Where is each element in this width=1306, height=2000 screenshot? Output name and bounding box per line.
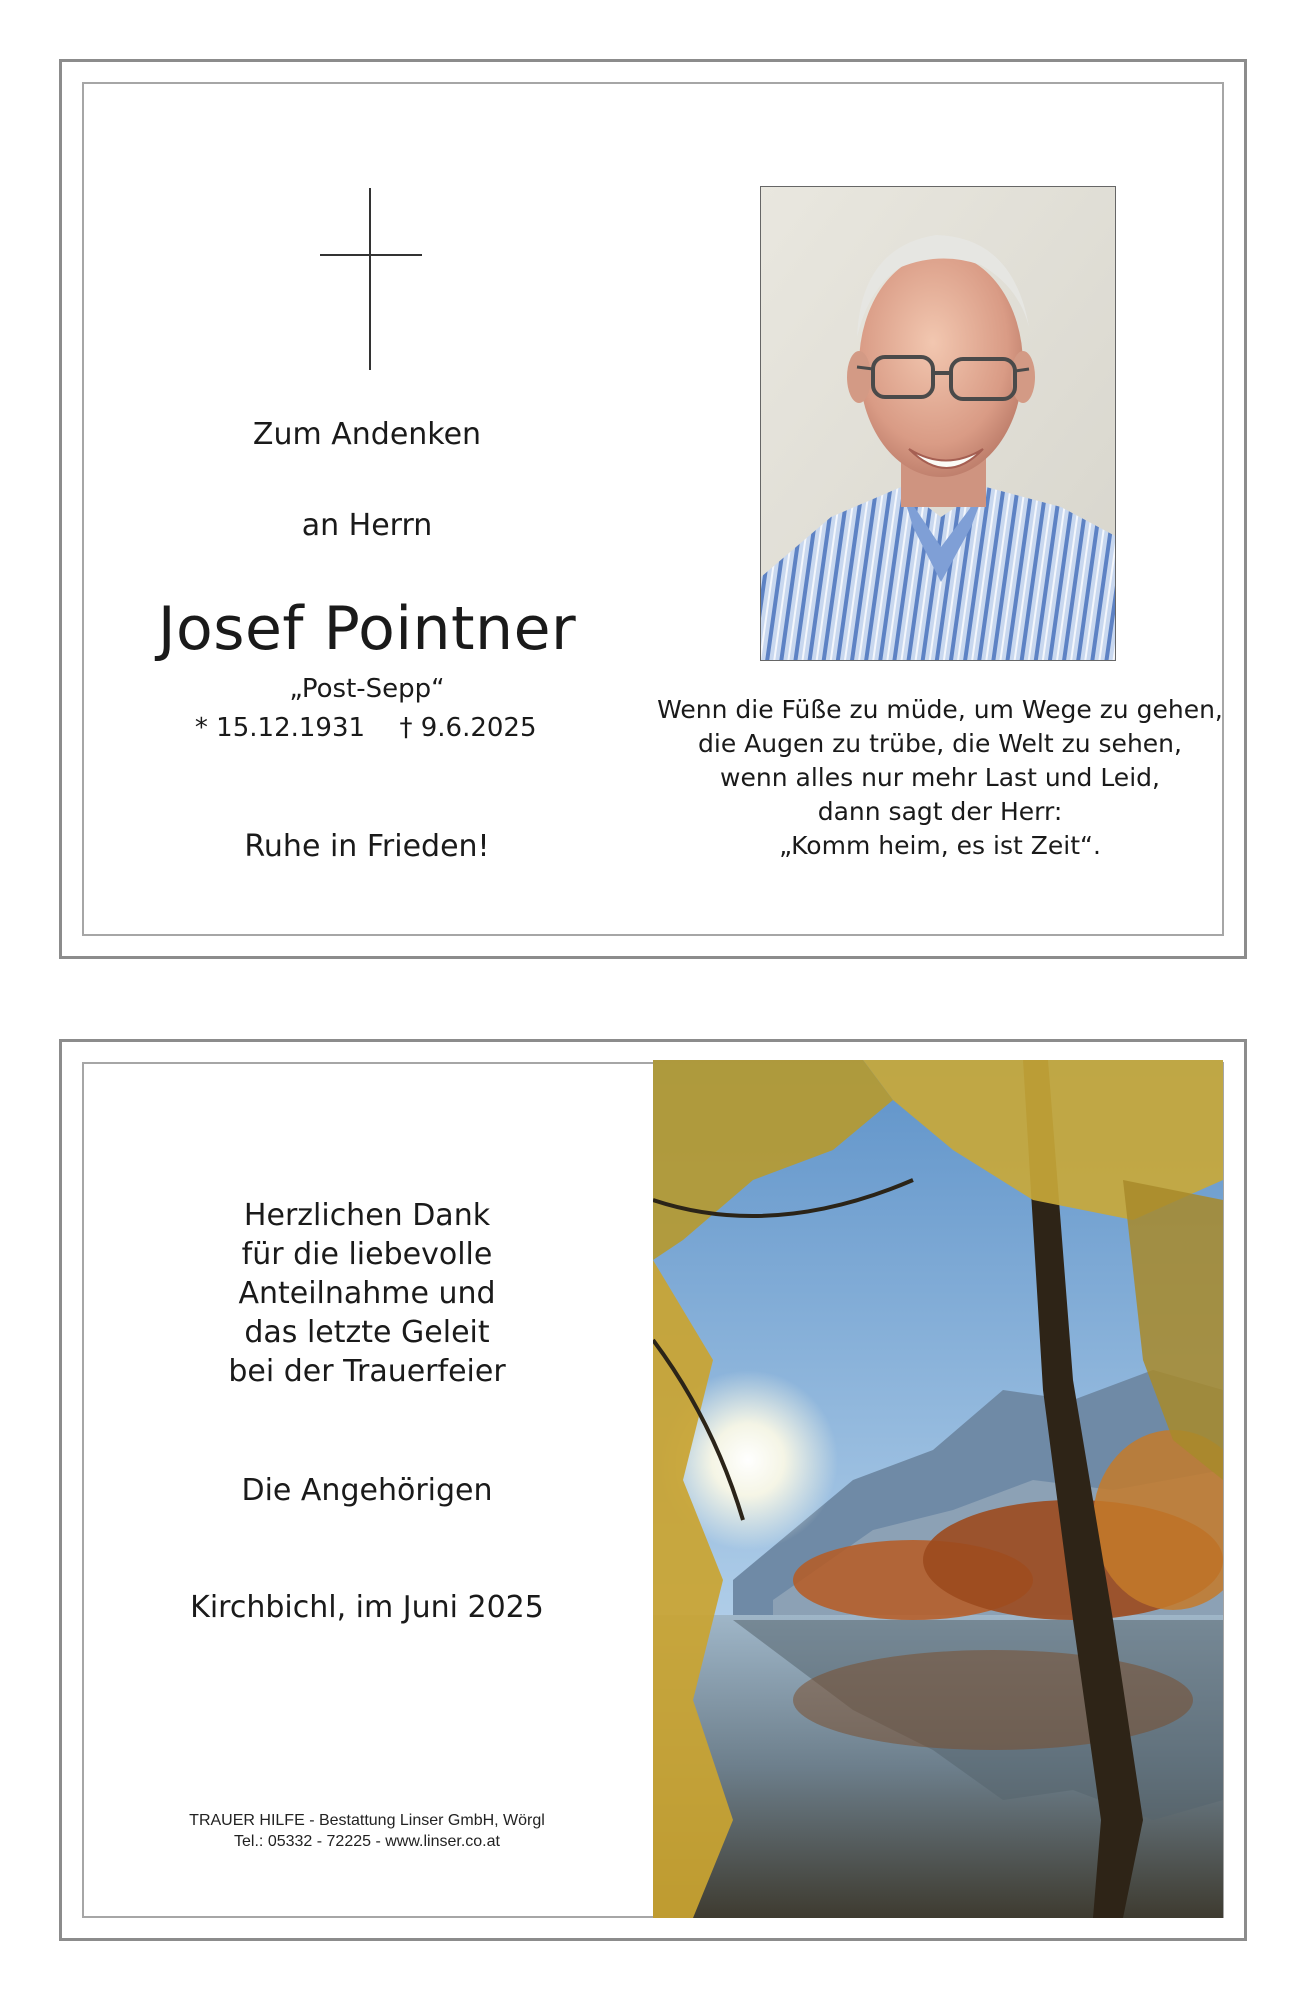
thanks-line: Herzlichen Dank <box>243 1198 491 1233</box>
closing-phrase: Ruhe in Frieden! <box>244 829 490 864</box>
poem-line: dann sagt der Herr: <box>817 797 1063 826</box>
signed-by: Die Angehörigen <box>241 1473 493 1508</box>
place-date: Kirchbichl, im Juni 2025 <box>190 1590 544 1625</box>
footer-line: TRAUER HILFE - Bestattung Linser GmbH, Wörgl <box>189 1812 545 1829</box>
deceased-name: Josef Pointner <box>157 594 577 664</box>
cross-icon-vertical <box>369 188 371 370</box>
poem-line: „Komm heim, es ist Zeit“. <box>779 831 1101 860</box>
thanks-line: bei der Trauerfeier <box>228 1354 506 1389</box>
salutation: an Herrn <box>301 508 433 543</box>
thanks-line: das letzte Geleit <box>244 1315 490 1350</box>
heading: Zum Andenken <box>252 417 482 452</box>
autumn-lake-photo <box>653 1060 1223 1918</box>
nickname: „Post-Sepp“ <box>289 674 445 704</box>
footer-line: Tel.: 05332 - 72225 - www.linser.co.at <box>234 1833 500 1850</box>
thanks-message <box>180 1196 554 1391</box>
thanks-line: für die liebevolle <box>241 1237 493 1272</box>
portrait-photo <box>760 186 1116 661</box>
birth-date: * 15.12.1931 <box>194 713 366 743</box>
poem-line: die Augen zu trübe, die Welt zu sehen, <box>698 729 1182 758</box>
funeral-home-footer <box>140 1810 594 1852</box>
poem <box>650 693 1230 863</box>
death-date: † 9.6.2025 <box>399 713 537 743</box>
poem-line: wenn alles nur mehr Last und Leid, <box>720 763 1160 792</box>
cross-icon-horizontal <box>320 254 422 256</box>
poem-line: Wenn die Füße zu müde, um Wege zu gehen, <box>657 695 1223 724</box>
thanks-line: Anteilnahme und <box>238 1276 496 1311</box>
